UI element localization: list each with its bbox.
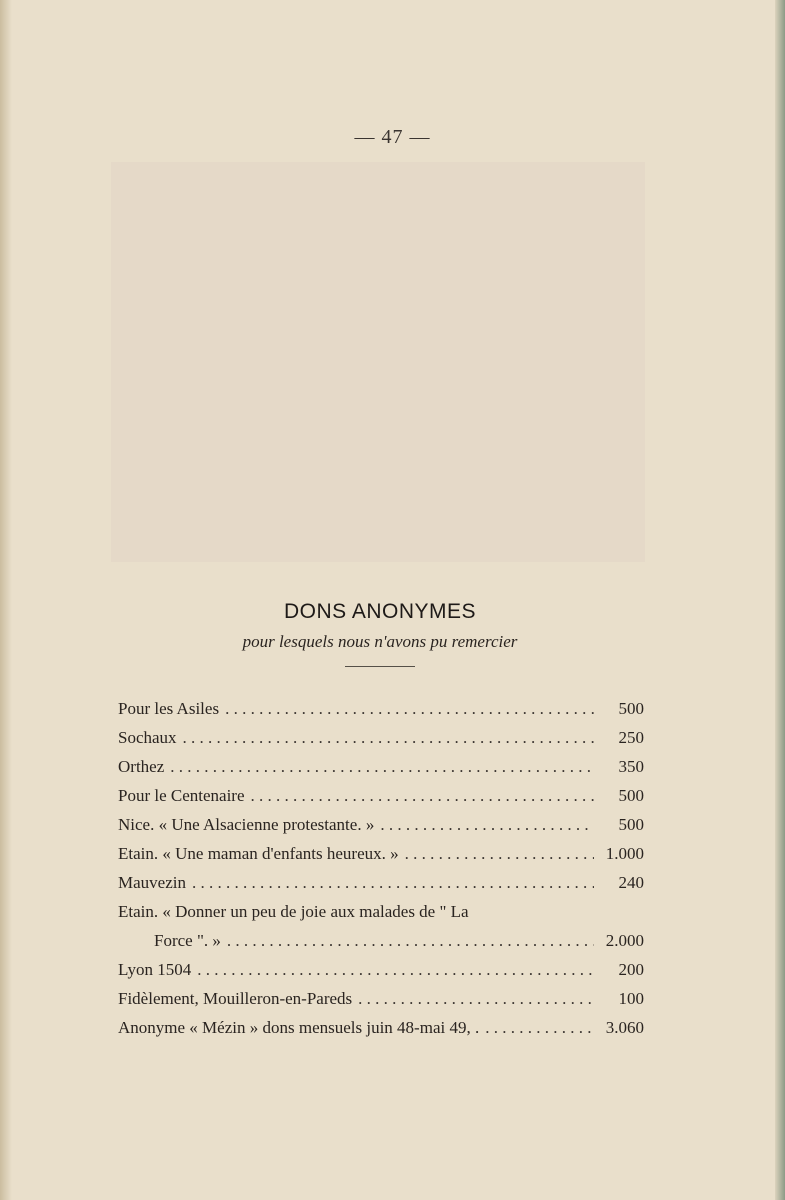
donation-row (118, 868, 644, 897)
donation-amount: 1.000 (605, 844, 644, 863)
donation-row (118, 723, 644, 752)
donation-label-line1: Etain. « Donner un peu de joie aux malades de " La (118, 902, 469, 921)
page-number: — 47 — (354, 126, 431, 148)
blank-image-area (111, 162, 645, 562)
donation-amount: 200 (618, 960, 644, 979)
dot-leader (225, 694, 594, 723)
donation-row (118, 810, 644, 839)
dot-leader (380, 810, 594, 839)
donation-label: Sochaux (118, 728, 177, 747)
donation-row (118, 781, 644, 810)
dot-leader (227, 926, 594, 955)
donation-label: Orthez (118, 757, 165, 776)
donation-amount: 3.060 (605, 1018, 644, 1037)
dot-leader (358, 984, 594, 1013)
donation-row (118, 1013, 644, 1042)
dot-leader (183, 723, 594, 752)
donation-label: Etain. « Une maman d'enfants heureux. » (118, 844, 399, 863)
page-edge-right (775, 0, 785, 1200)
donation-amount: 250 (618, 728, 644, 747)
donation-row (118, 897, 644, 955)
donation-amount: 100 (618, 989, 644, 1008)
donation-row (118, 752, 644, 781)
donation-row (118, 955, 644, 984)
dot-leader (170, 752, 594, 781)
donation-label: Nice. « Une Alsacienne protestante. » (118, 815, 375, 834)
donation-label: Anonyme « Mézin » dons mensuels juin 48-mai 49, . (118, 1018, 480, 1037)
donation-label: Mauvezin (118, 873, 186, 892)
donation-row (118, 984, 644, 1013)
donation-label: Pour les Asiles (118, 699, 220, 718)
section-subtitle: pour lesquels nous n'avons pu remercier (242, 632, 518, 651)
dot-leader (197, 955, 594, 984)
donation-amount: 500 (618, 815, 644, 834)
donation-label: Lyon 1504 (118, 960, 192, 979)
donation-row (118, 694, 644, 723)
donation-row (118, 839, 644, 868)
dot-leader (405, 839, 594, 868)
donation-amount: 500 (618, 786, 644, 805)
title-divider (345, 666, 415, 667)
donation-label: Fidèlement, Mouilleron-en-Pareds (118, 989, 353, 1008)
dot-leader (485, 1013, 594, 1042)
dot-leader (192, 868, 594, 897)
donation-label-line2: Force ". » (154, 931, 221, 950)
dot-leader (251, 781, 594, 810)
section-title: DONS ANONYMES (283, 600, 477, 623)
donation-label: Pour le Centenaire (118, 786, 245, 805)
donation-amount: 240 (618, 873, 644, 892)
donation-amount: 350 (618, 757, 644, 776)
donation-amount: 500 (618, 699, 644, 718)
donation-list (118, 694, 644, 1042)
donation-amount: 2.000 (605, 931, 644, 950)
